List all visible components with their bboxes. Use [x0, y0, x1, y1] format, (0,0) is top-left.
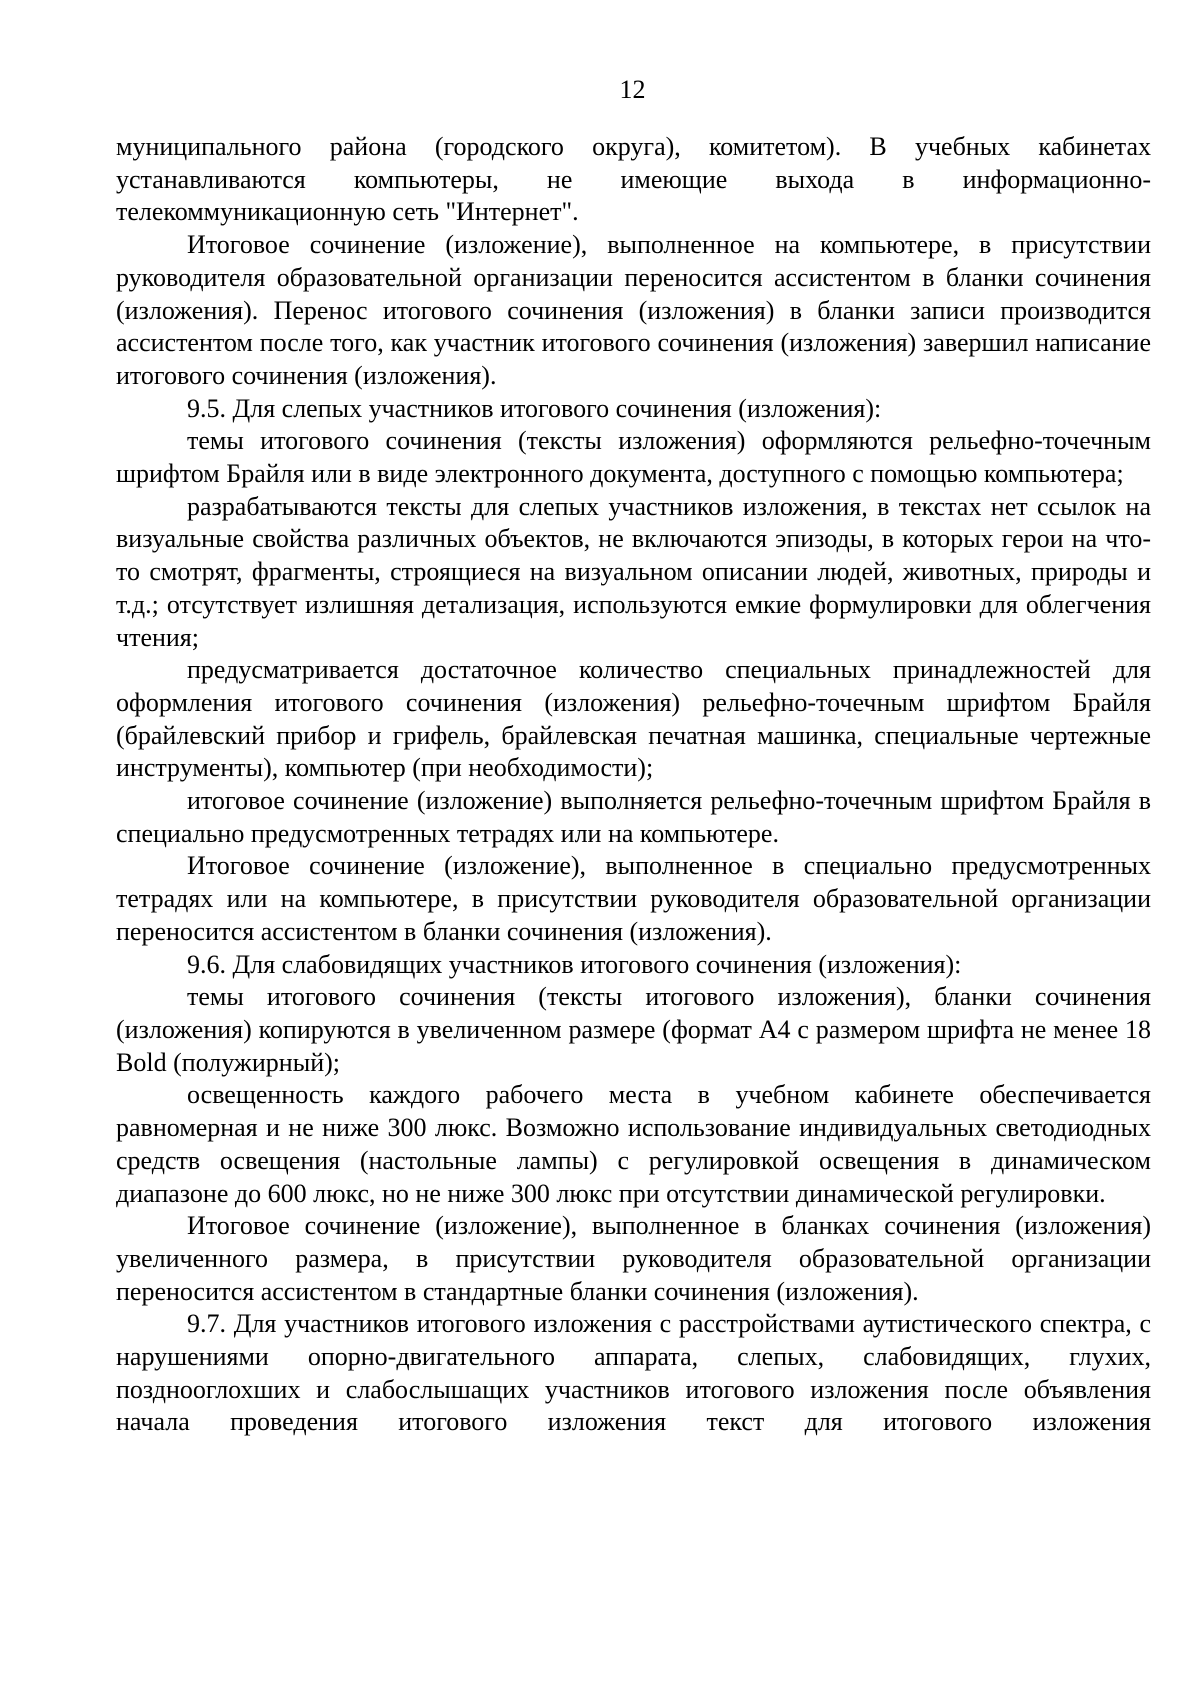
page-number: 12	[619, 75, 646, 104]
paragraph: Итоговое сочинение (изложение), выполненное в специально предусмотренных тетрадях или на компьютере, в присутствии руководителя образовательной организации переносится ассистентом в бланки сочинения (изложения).	[116, 851, 1151, 946]
paragraph: освещенность каждого рабочего места в учебном кабинете обеспечивается равномерная и не ниже 300 люкс. Возможно использование индивидуальных светодиодных средств освещения (настольные лампы) с регулировкой освещения в динамическом диапазоне до 600 люкс, но не ниже 300 люкс при отсутствии динамической регулировки.	[116, 1080, 1151, 1208]
paragraph: Итоговое сочинение (изложение), выполненное в бланках сочинения (изложения) увеличенного размера, в присутствии руководителя образовательной организации переносится ассистентом в стандартные бланки сочинения (изложения).	[116, 1211, 1151, 1306]
paragraph: темы итогового сочинения (тексты изложения) оформляются рельефно-точечным шрифтом Брайля или в виде электронного документа, доступного с помощью компьютера;	[116, 426, 1151, 489]
paragraph: муниципального района (городского округа), комитетом). В учебных кабинетах устанавливаются компьютеры, не имеющие выхода в информационно-телекоммуникационную сеть "Интернет".	[116, 132, 1151, 227]
paragraph: итоговое сочинение (изложение) выполняется рельефно-точечным шрифтом Брайля в специально предусмотренных тетрадях или на компьютере.	[116, 786, 1151, 848]
paragraph: Итоговое сочинение (изложение), выполненное на компьютере, в присутствии руководителя образовательной организации переносится ассистентом в бланки сочинения (изложения). Перенос итогового сочинения (изложения) в бланки записи производится ассистентом после того, как участник итогового сочинения (изложения) завершил написание итогового сочинения (изложения).	[116, 230, 1151, 390]
paragraph: предусматривается достаточное количество специальных принадлежностей для оформления итогового сочинения (изложения) рельефно-точечным шрифтом Брайля (брайлевский прибор и грифель, брайлевская печатная машинка, специальные чертежные инструменты), компьютер (при необходимости);	[116, 655, 1151, 783]
paragraph: 9.5. Для слепых участников итогового сочинения (изложения):	[187, 393, 882, 423]
paragraph: 9.7. Для участников итогового изложения с расстройствами аутистического спектра, с нарушениями опорно-двигательного аппарата, слепых, слабовидящих, глухих, позднооглохших и слабослышащих участников итогового изложения после объявления начала проведения итогового изложения текст для итогового изложения	[116, 1309, 1151, 1437]
paragraph: разрабатываются тексты для слепых участников изложения, в текстах нет ссылок на визуальные свойства различных объектов, не включаются эпизоды, в которых герои на что-то смотрят, фрагменты, строящиеся на визуальном описании людей, животных, природы и т.д.; отсутствует излишняя детализация, используются емкие формулировки для облегчения чтения;	[116, 491, 1151, 652]
document-body	[116, 131, 1151, 1439]
paragraph: темы итогового сочинения (тексты итогового изложения), бланки сочинения (изложения) копируются в увеличенном размере (формат А4 с размером шрифта не менее 18 Bold (полужирный);	[116, 982, 1151, 1077]
paragraph: 9.6. Для слабовидящих участников итогового сочинения (изложения):	[187, 949, 962, 979]
